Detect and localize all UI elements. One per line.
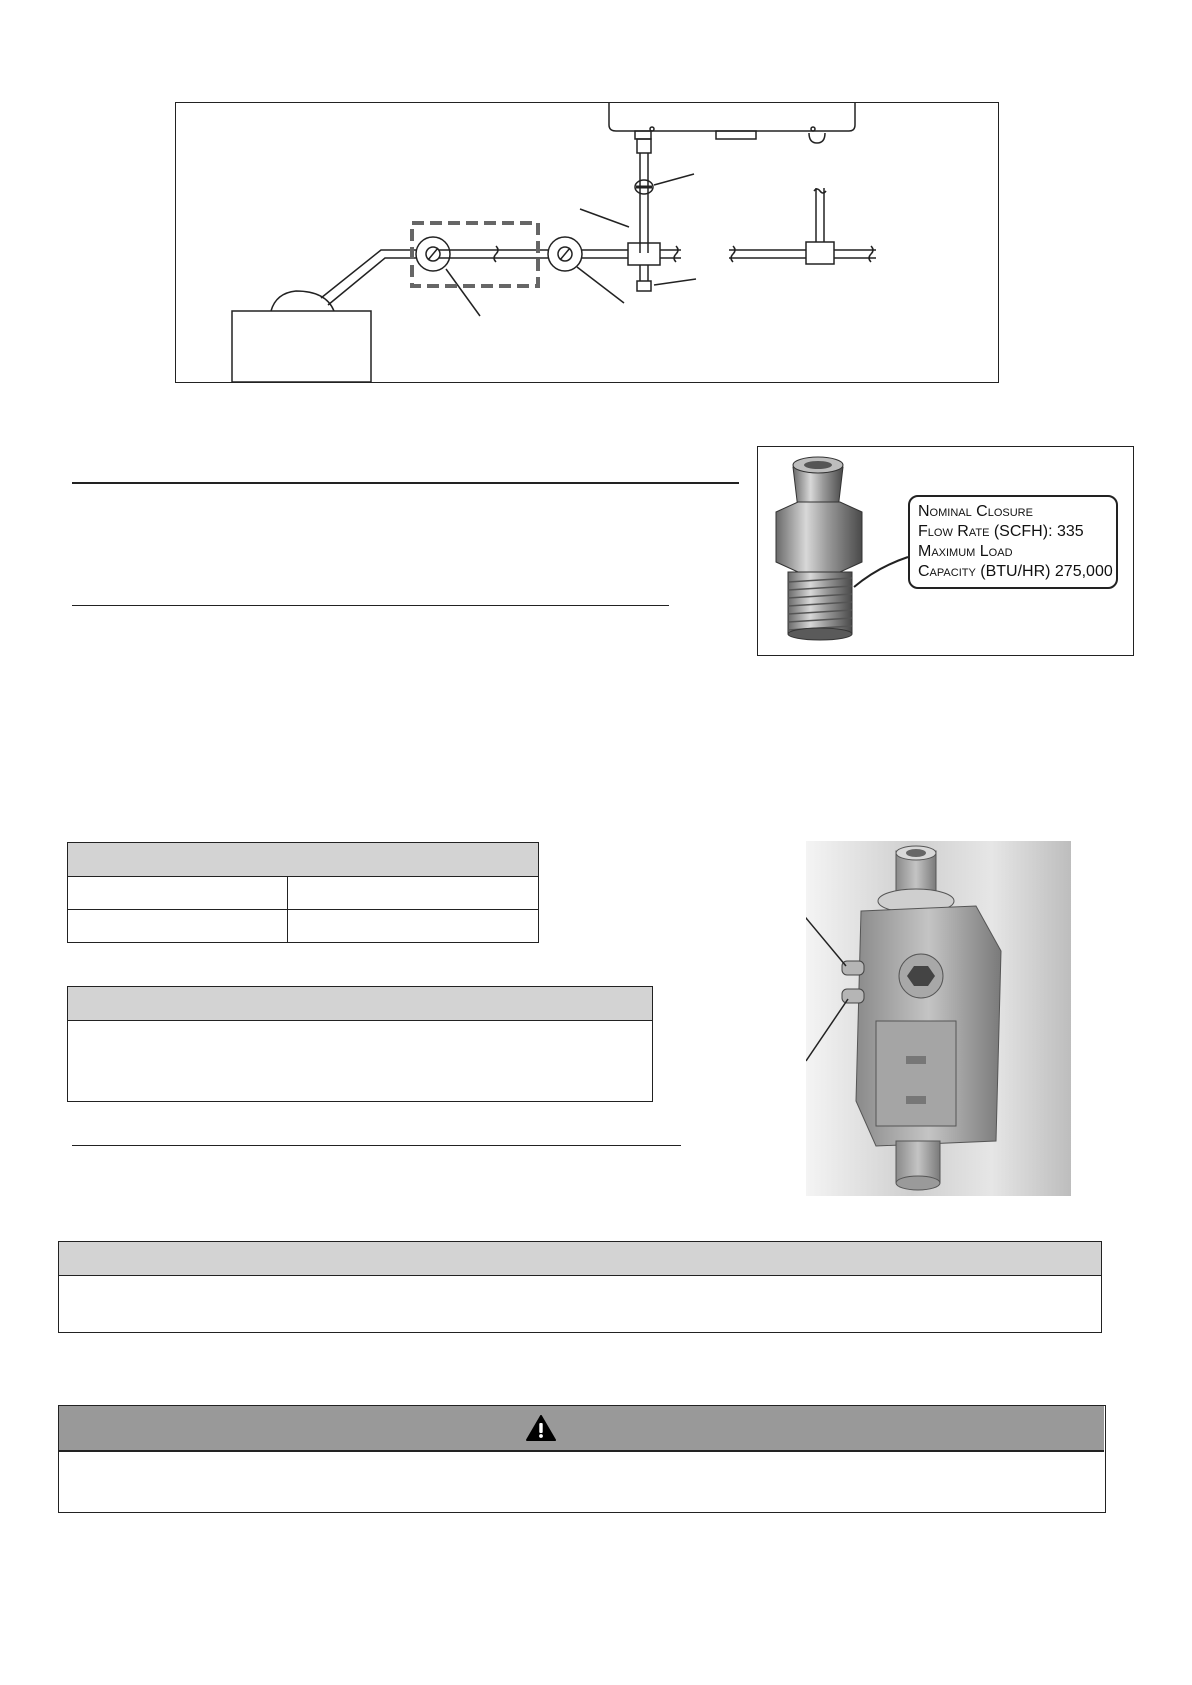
- leader-pipe: [580, 209, 629, 227]
- water-heater-bottom: [609, 103, 855, 131]
- warning-triangle-icon: [526, 1415, 556, 1441]
- note-box-2: [58, 1241, 1102, 1333]
- gas-nut: [637, 139, 651, 153]
- fitting-rating-label: [908, 495, 1118, 589]
- piping-diagram-drawing: [176, 103, 998, 382]
- gas-fitting-figure: [757, 446, 1134, 656]
- gas-meter-body: [232, 311, 371, 382]
- spec-table: [67, 842, 539, 943]
- note-box-1: [67, 986, 653, 1102]
- leader-valve-right: [577, 267, 624, 303]
- spec-table-row-divider: [68, 909, 538, 910]
- heater-screw-right: [811, 127, 815, 131]
- gas-valve-photo: [806, 841, 1071, 1196]
- sediment-trap-cap: [637, 281, 651, 291]
- valve-leader-bottom: [806, 999, 848, 1061]
- tee-fitting: [806, 242, 834, 264]
- leader-valve: [654, 174, 694, 185]
- spec-table-column-divider: [287, 877, 288, 942]
- warning-box: [58, 1405, 1106, 1513]
- leader-cap: [654, 279, 696, 285]
- cross-fitting: [628, 243, 660, 265]
- fitting-label-line-3: Maximum Load: [918, 543, 1013, 560]
- spec-table-header: [68, 843, 538, 877]
- heater-fitting-left: [635, 131, 651, 139]
- heater-fitting-center: [716, 131, 756, 139]
- dashed-highlight-box: [412, 223, 538, 286]
- piping-diagram: [175, 102, 999, 383]
- fitting-label-line-1: Nominal Closure: [918, 503, 1033, 520]
- fitting-label-line-2: Flow Rate (SCFH): 335: [918, 523, 1084, 540]
- section-rule-2: [72, 605, 669, 606]
- heater-knob: [809, 133, 825, 143]
- fitting-label-line-4: Capacity (BTU/HR) 275,000: [918, 563, 1113, 580]
- heater-screw-left: [650, 127, 654, 131]
- warning-box-header: [59, 1406, 1104, 1452]
- note-box-2-header: [59, 1242, 1101, 1276]
- gas-meter-dome: [271, 291, 334, 311]
- leader-valve-left: [446, 269, 480, 316]
- valve-leader-top: [806, 906, 846, 966]
- section-rule-3: [72, 1145, 681, 1146]
- fitting-hex-nut: [776, 502, 862, 572]
- gas-valve-drawing: [806, 841, 1071, 1196]
- section-rule-1: [72, 482, 739, 484]
- note-box-1-header: [68, 987, 652, 1021]
